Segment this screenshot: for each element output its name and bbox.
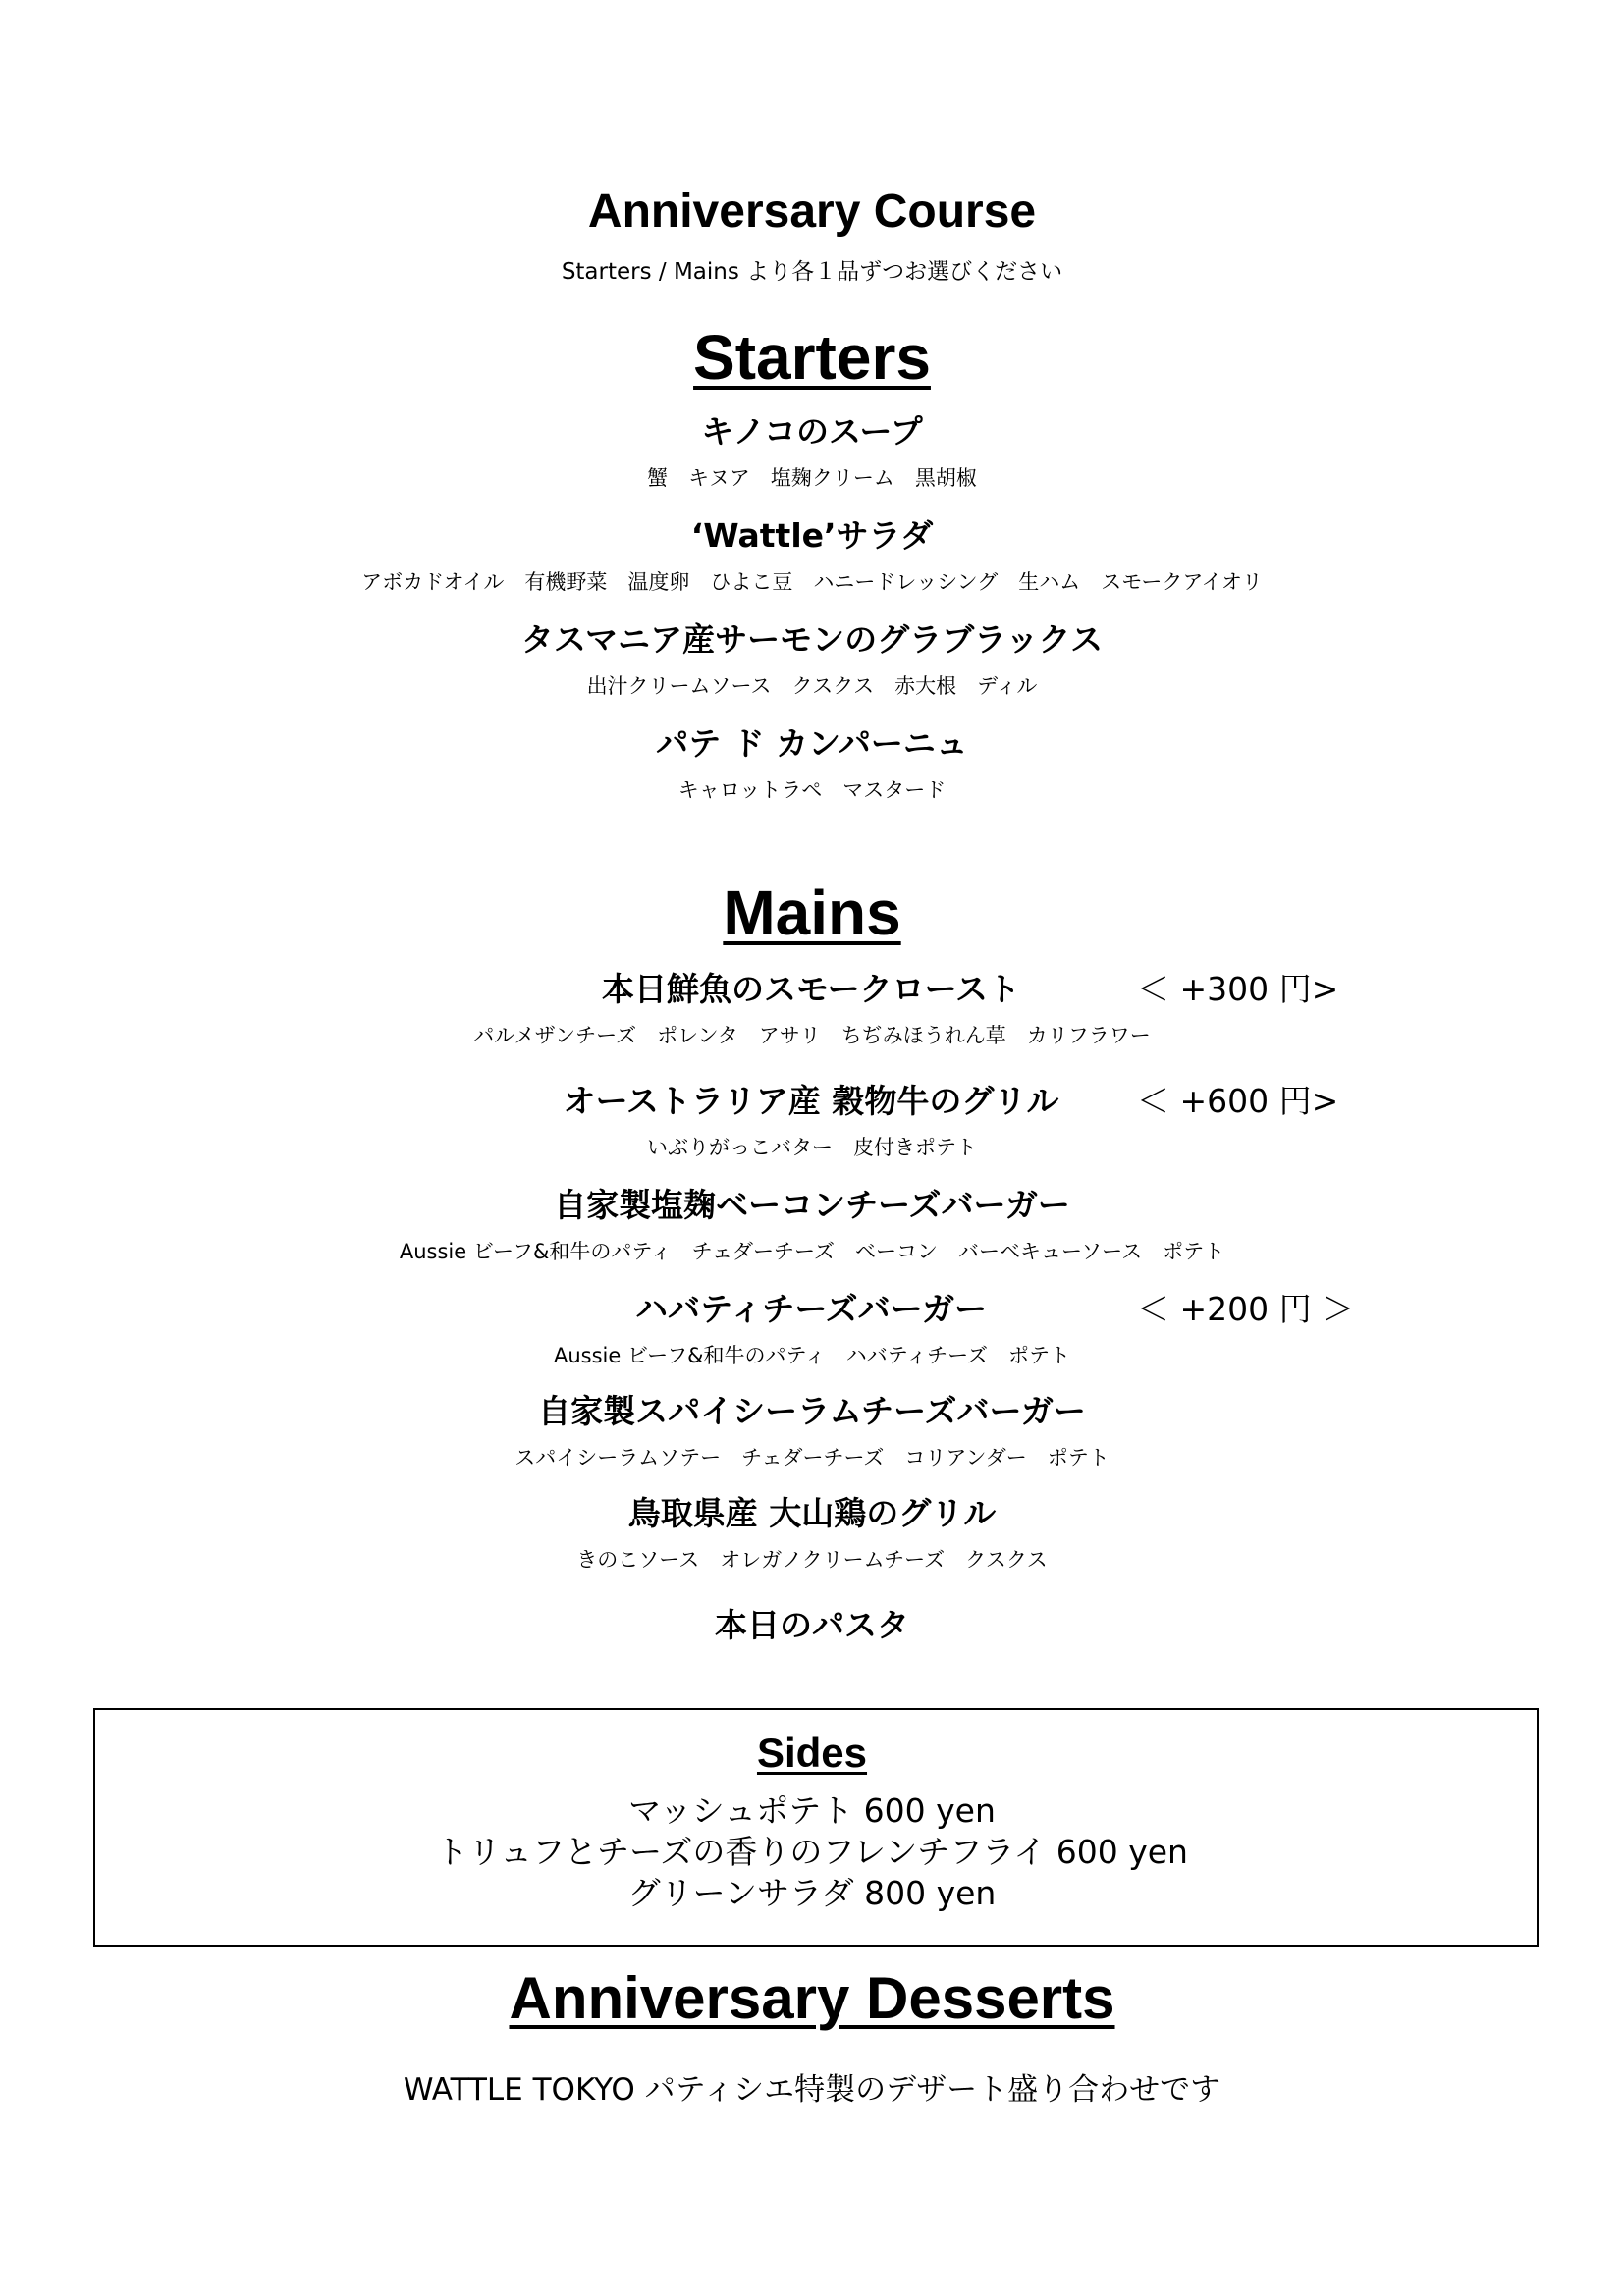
starters-heading: Starters (693, 322, 931, 393)
starter-name: キノコのスープ (701, 412, 923, 451)
starter-name: タスマニア産サーモンのグラブラックス (520, 620, 1104, 659)
main-name: 自家製スパイシーラムチーズバーガー (538, 1392, 1086, 1430)
main-name: 本日鮮魚のスモークロースト (601, 970, 1021, 1008)
main-name: 自家製塩麹ベーコンチーズバーガー (554, 1186, 1070, 1224)
side-item: トリュフとチーズの香りのフレンチフライ 600 yen (436, 1833, 1188, 1871)
main-desc: Aussie ビーフ&和牛のパティ ハバティチーズ ポテト (553, 1344, 1071, 1367)
course-subtitle: Starters / Mains より各１品ずつお選びください (561, 259, 1063, 285)
main-name: ハバティチーズバーガー (634, 1290, 988, 1328)
course-title: Anniversary Course (587, 186, 1037, 238)
main-name: オーストラリア産 穀物牛のグリル (563, 1082, 1059, 1120)
main-name: 本日のパスタ (715, 1606, 909, 1644)
main-desc: きのこソース オレガノクリームチーズ クスクス (576, 1548, 1048, 1572)
mains-heading: Mains (723, 878, 901, 948)
desserts-heading: Anniversary Desserts (509, 1965, 1115, 2031)
main-desc: いぶりがっこバター 皮付きポテト (647, 1136, 977, 1159)
starter-desc: キャロットラペ マスタード (677, 778, 947, 802)
starter-desc: アボカドオイル 有機野菜 温度卵 ひよこ豆 ハニードレッシング 生ハム スモークアイオリ (361, 570, 1263, 594)
side-item: マッシュポテト 600 yen (628, 1791, 996, 1830)
starter-desc: 出汁クリームソース クスクス 赤大根 ディル (586, 674, 1038, 698)
main-desc: スパイシーラムソテー チェダーチーズ コリアンダー ポテト (514, 1446, 1110, 1469)
main-name: 鳥取県産 大山鶏のグリル (627, 1494, 997, 1532)
main-desc: パルメザンチーズ ポレンタ アサリ ちぢみほうれん草 カリフラワー (473, 1024, 1151, 1047)
main-price: ＜ +600 円> (1137, 1082, 1339, 1120)
main-desc: Aussie ビーフ&和牛のパティ チェダーチーズ ベーコン バーベキューソース ポテト (399, 1240, 1225, 1263)
starter-desc: 蟹 キヌア 塩麹クリーム 黒胡椒 (647, 466, 977, 490)
sides-heading: Sides (756, 1730, 868, 1776)
main-price: ＜ +300 円> (1137, 970, 1339, 1008)
starter-name: パテ ド カンパーニュ (656, 724, 968, 763)
main-price: ＜ +200 円 ＞ (1137, 1290, 1355, 1328)
side-item: グリーンサラダ 800 yen (627, 1874, 997, 1912)
desserts-desc: WATTLE TOKYO パティシエ特製のデザート盛り合わせです (403, 2072, 1221, 2108)
starter-name: ‘Wattle’サラダ (690, 516, 934, 555)
